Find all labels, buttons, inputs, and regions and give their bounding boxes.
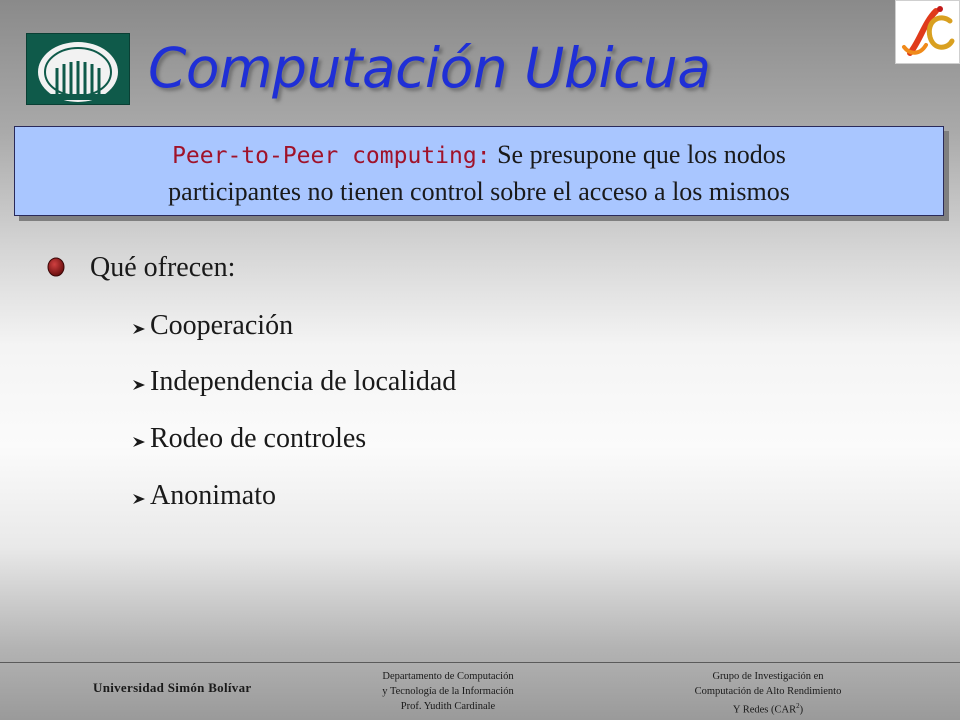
- arrowhead-bullet-icon: [131, 482, 149, 514]
- sub-bullet-item: [131, 423, 366, 457]
- jc-logo-icon: [895, 0, 960, 64]
- sub-bullet-label: Cooperación: [150, 310, 294, 341]
- footer-group-line-close: ): [799, 704, 804, 716]
- main-bullet-text: Qué ofrecen:: [90, 252, 236, 283]
- arrowhead-bullet-icon: [131, 312, 149, 344]
- footer-department-line: Departamento de Computación: [382, 671, 514, 682]
- footer-department: [348, 669, 548, 714]
- footer-group-superscript: 2: [796, 702, 800, 710]
- usb-logo-icon: [26, 33, 130, 105]
- sub-bullet-item: [131, 480, 276, 514]
- arrowhead-bullet-icon: [131, 425, 149, 457]
- footer-research-group: [668, 669, 868, 718]
- footer-group-line: Grupo de Investigación en: [712, 671, 824, 682]
- slide-title: Computación Ubicua: [148, 36, 711, 100]
- sub-bullet-item: [131, 310, 293, 344]
- footer-university: Universidad Simón Bolívar: [93, 680, 252, 695]
- callout-line-1-text: Se presupone que los nodos: [490, 140, 786, 169]
- callout-line-2: participantes no tienen control sobre el acceso a los mismos: [168, 177, 790, 206]
- footer-group-line: Computación de Alto Rendimiento: [694, 686, 842, 697]
- sub-bullet-label: Anonimato: [150, 480, 276, 511]
- footer-divider: [0, 662, 960, 663]
- footer-group-line: [668, 699, 868, 718]
- callout-box: [14, 126, 944, 216]
- footer-department-line: Prof. Yudith Cardinale: [400, 701, 496, 712]
- sub-bullet-label: Rodeo de controles: [150, 423, 367, 454]
- footer-group-line-text: Y Redes (CAR: [732, 704, 797, 716]
- footer-department-line: y Tecnología de la Información: [382, 686, 514, 697]
- sub-bullet-label: Independencia de localidad: [150, 366, 457, 397]
- sub-bullet-item: [131, 366, 456, 400]
- callout-term: Peer-to-Peer computing:: [172, 143, 491, 169]
- callout-line-1: [15, 137, 943, 174]
- arrowhead-bullet-icon: [131, 368, 149, 400]
- red-dot-bullet-icon: [46, 257, 66, 277]
